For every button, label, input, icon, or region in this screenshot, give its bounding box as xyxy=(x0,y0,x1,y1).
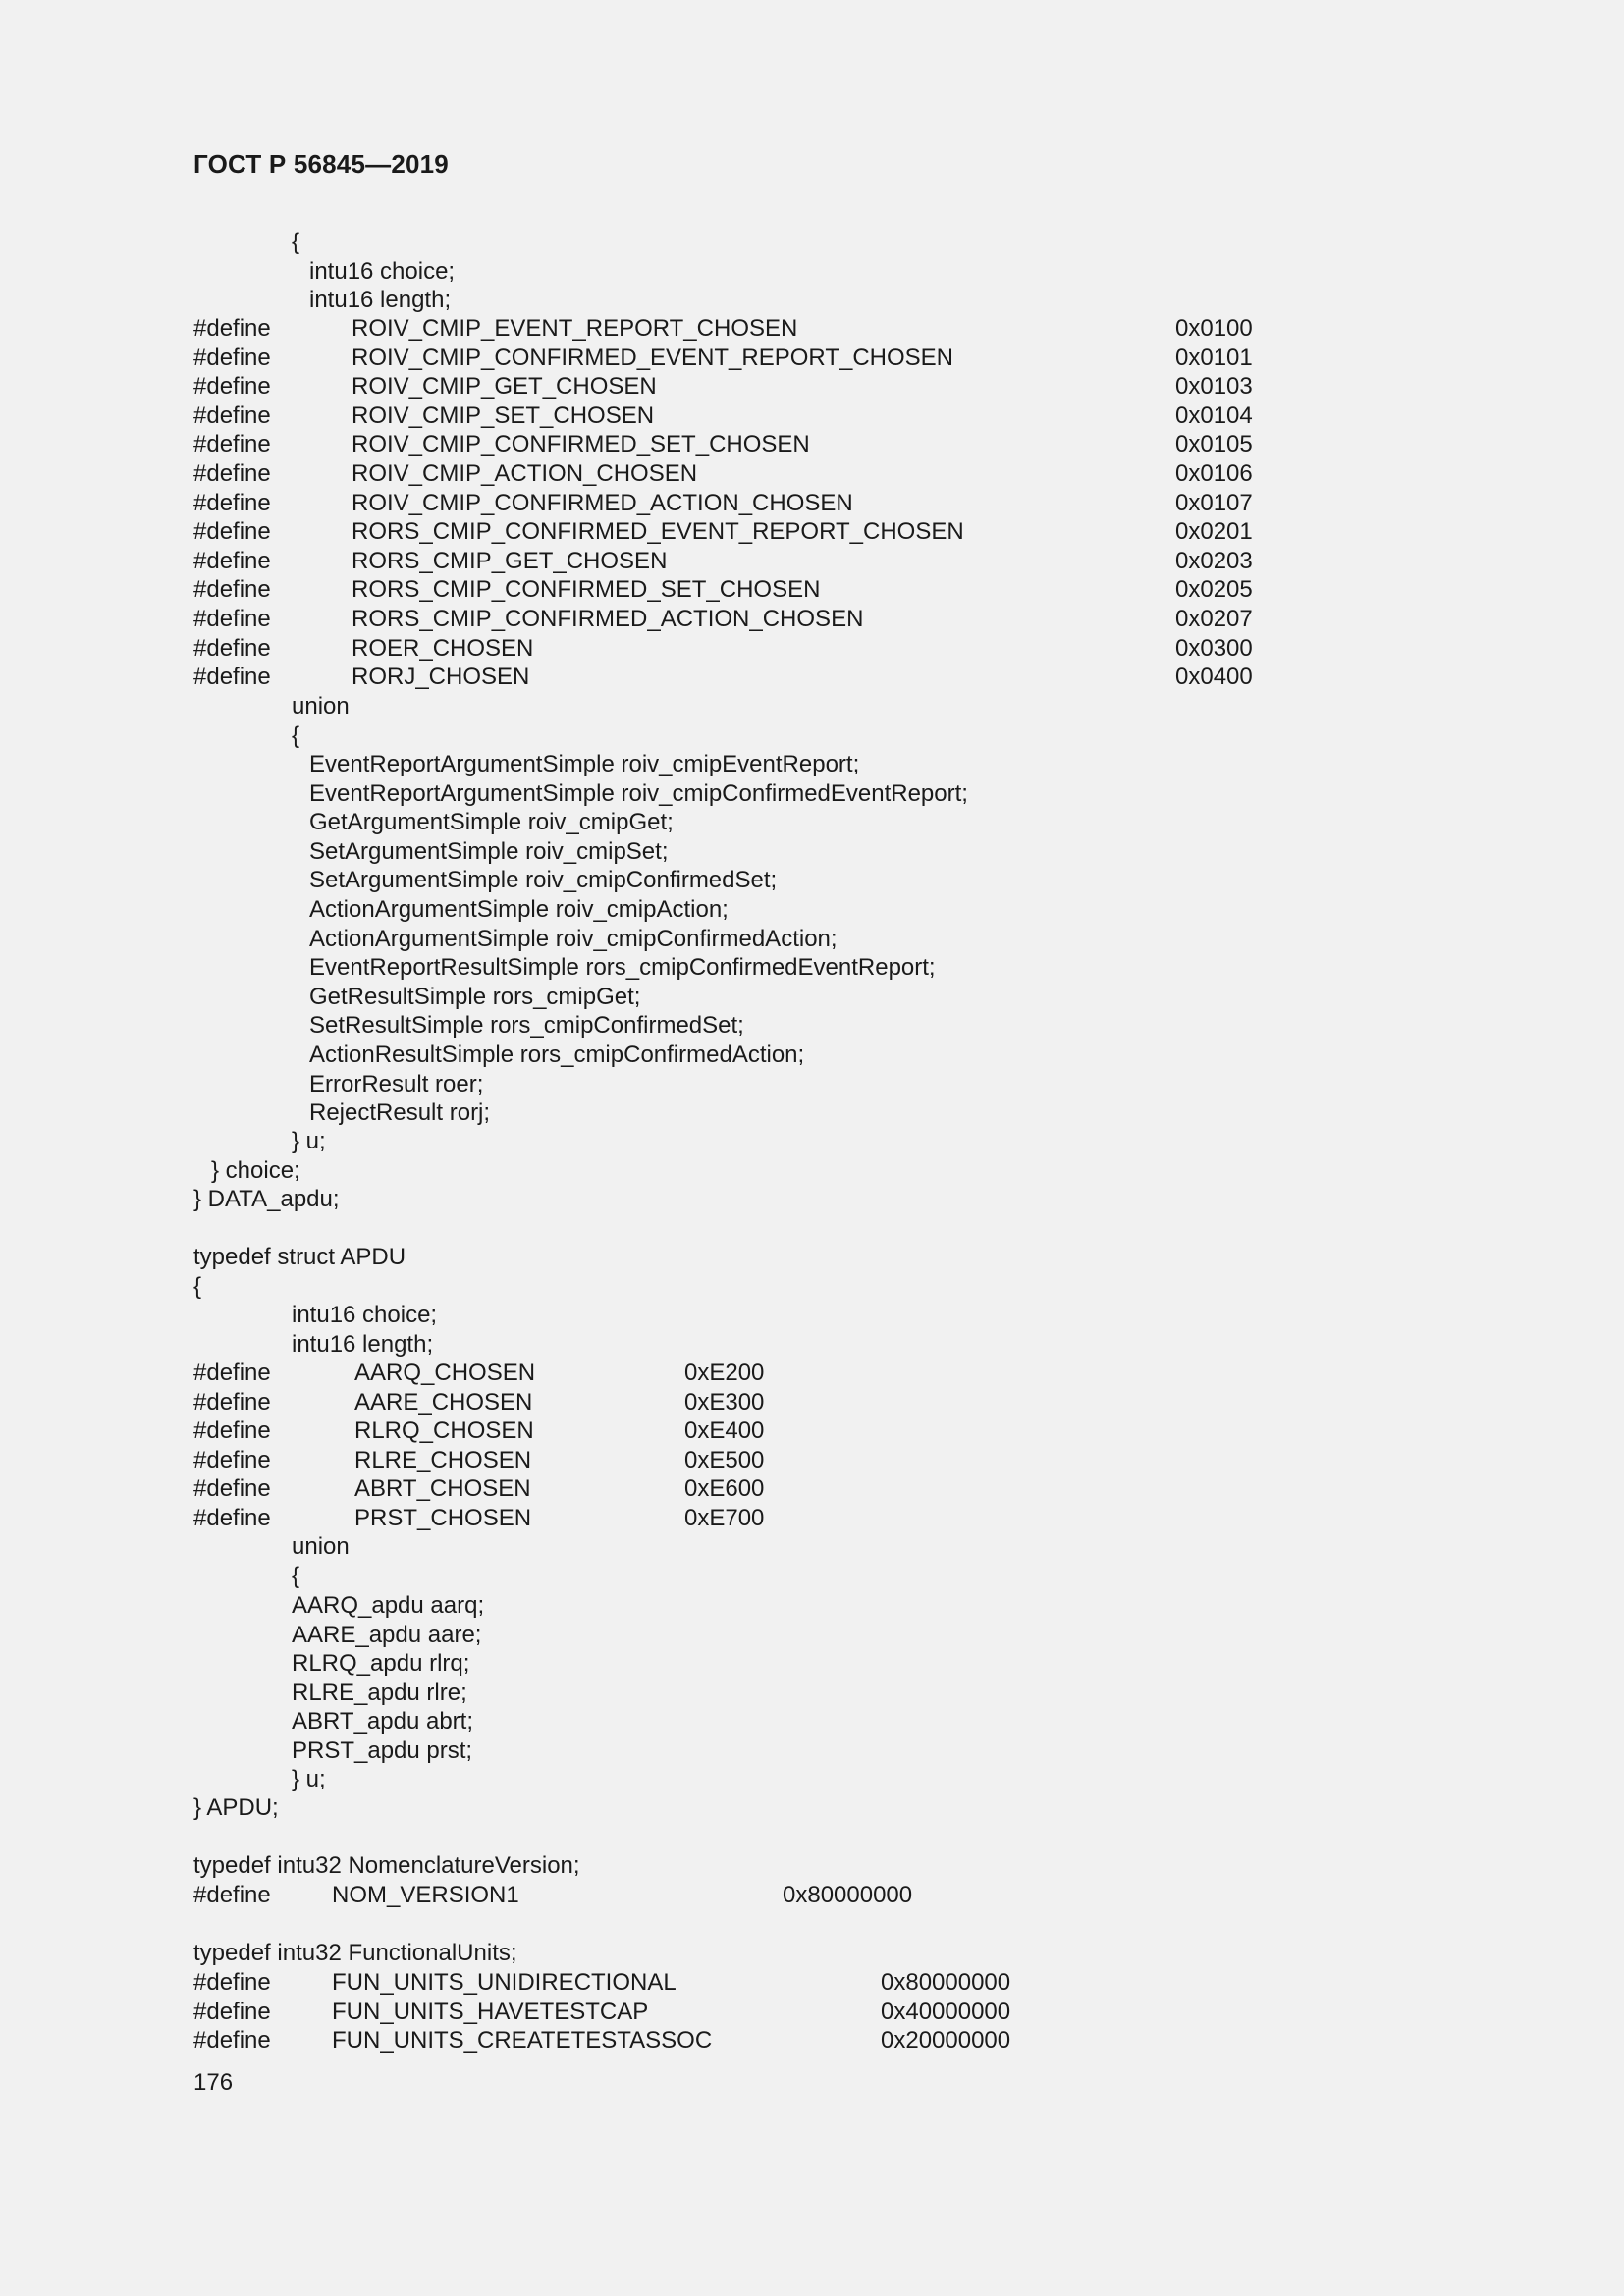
union-member: RLRE_apdu rlre; xyxy=(292,1679,467,1706)
define-name: AARQ_CHOSEN xyxy=(354,1360,536,1386)
code-line: { xyxy=(292,722,300,749)
define-keyword: #define xyxy=(193,344,271,371)
define-row xyxy=(193,344,1372,373)
define-name: FUN_UNITS_HAVETESTCAP xyxy=(332,1998,649,2025)
define-row xyxy=(193,459,1372,489)
union-member: PRST_apdu prst; xyxy=(292,1737,473,1764)
define-keyword: #define xyxy=(193,1446,271,1473)
union-member: ABRT_apdu abrt; xyxy=(292,1708,474,1735)
union-member: AARQ_apdu aarq; xyxy=(292,1592,485,1619)
define-keyword: #define xyxy=(193,1882,271,1908)
define-keyword: #define xyxy=(193,1475,271,1503)
union-member: RejectResult rorj; xyxy=(309,1099,491,1127)
define-name: ROIV_CMIP_CONFIRMED_ACTION_CHOSEN xyxy=(352,489,853,516)
define-name: RORS_CMIP_CONFIRMED_ACTION_CHOSEN xyxy=(352,606,864,632)
code-line: intu16 length; xyxy=(292,1331,434,1358)
union-member: SetArgumentSimple roiv_cmipConfirmedSet; xyxy=(309,867,778,894)
define-value: 0x0107 xyxy=(1175,489,1253,516)
code-line: { xyxy=(193,1273,202,1300)
define-row xyxy=(193,1388,1372,1417)
define-value: 0x0105 xyxy=(1175,431,1253,458)
define-value: 0xE200 xyxy=(684,1360,765,1386)
define-row xyxy=(193,1968,1372,1998)
define-name: RORS_CMIP_CONFIRMED_SET_CHOSEN xyxy=(352,576,821,604)
union-member: EventReportArgumentSimple roiv_cmipConfirmedEventReport; xyxy=(309,779,968,807)
union-member: SetArgumentSimple roiv_cmipSet; xyxy=(309,837,669,865)
define-keyword: #define xyxy=(193,401,271,429)
define-name: ROIV_CMIP_CONFIRMED_SET_CHOSEN xyxy=(352,431,810,458)
define-value: 0x0106 xyxy=(1175,460,1253,487)
code-line: intu16 length; xyxy=(309,287,452,313)
define-keyword: #define xyxy=(193,606,271,632)
define-row xyxy=(193,1881,1077,1910)
code-line: } choice; xyxy=(211,1157,300,1184)
define-row xyxy=(193,1998,1372,2027)
define-keyword: #define xyxy=(193,1417,271,1445)
page-header-title: ГОСТ Р 56845—2019 xyxy=(193,149,449,179)
code-line: intu16 choice; xyxy=(292,1302,438,1328)
code-line: typedef struct APDU xyxy=(193,1244,406,1270)
define-value: 0x0101 xyxy=(1175,344,1253,371)
code-line: } u; xyxy=(292,1128,326,1154)
code-line: { xyxy=(292,229,300,255)
define-keyword: #define xyxy=(193,431,271,458)
define-keyword: #define xyxy=(193,634,271,662)
define-keyword: #define xyxy=(193,489,271,516)
define-value: 0x0103 xyxy=(1175,373,1253,400)
code-line: } u; xyxy=(292,1766,326,1792)
union-member: EventReportResultSimple rors_cmipConfirmedEventReport; xyxy=(309,954,936,982)
define-name: ROIV_CMIP_GET_CHOSEN xyxy=(352,373,657,400)
define-keyword: #define xyxy=(193,373,271,400)
define-keyword: #define xyxy=(193,1969,271,1996)
define-row xyxy=(193,547,1372,576)
union-member: AARE_apdu aare; xyxy=(292,1621,482,1648)
define-row xyxy=(193,2026,1372,2056)
define-value: 0x20000000 xyxy=(881,2027,1011,2055)
define-row xyxy=(193,314,1372,344)
define-row xyxy=(193,605,1372,634)
define-keyword: #define xyxy=(193,518,271,546)
code-line: union xyxy=(292,693,350,720)
define-name: ROIV_CMIP_SET_CHOSEN xyxy=(352,401,655,429)
define-row xyxy=(193,1504,1372,1533)
define-row xyxy=(193,401,1372,431)
union-member: ActionResultSimple rors_cmipConfirmedAction; xyxy=(309,1041,805,1068)
union-member: EventReportArgumentSimple roiv_cmipEventReport; xyxy=(309,751,860,777)
define-keyword: #define xyxy=(193,315,271,342)
define-value: 0x0207 xyxy=(1175,606,1253,632)
union-member: SetResultSimple rors_cmipConfirmedSet; xyxy=(309,1012,744,1040)
define-name: RORS_CMIP_GET_CHOSEN xyxy=(352,547,668,574)
union-member: ActionArgumentSimple roiv_cmipAction; xyxy=(309,896,729,923)
define-name: RLRE_CHOSEN xyxy=(354,1446,532,1473)
code-line: union xyxy=(292,1533,350,1560)
define-keyword: #define xyxy=(193,2027,271,2055)
define-value: 0x0300 xyxy=(1175,634,1253,662)
define-keyword: #define xyxy=(193,547,271,574)
define-value: 0x0400 xyxy=(1175,664,1253,691)
define-name: ROER_CHOSEN xyxy=(352,634,534,662)
define-row xyxy=(193,517,1372,547)
page-number: 176 xyxy=(193,2069,234,2096)
union-member: ErrorResult roer; xyxy=(309,1070,484,1097)
define-value: 0x0201 xyxy=(1175,518,1253,546)
define-keyword: #define xyxy=(193,1388,271,1415)
code-line: typedef intu32 FunctionalUnits; xyxy=(193,1940,517,1966)
define-name: ROIV_CMIP_CONFIRMED_EVENT_REPORT_CHOSEN xyxy=(352,344,954,371)
define-row xyxy=(193,663,1372,692)
code-line: typedef intu32 NomenclatureVersion; xyxy=(193,1852,580,1879)
define-name: NOM_VERSION1 xyxy=(332,1882,519,1908)
define-row xyxy=(193,575,1372,605)
define-value: 0x80000000 xyxy=(783,1882,913,1908)
define-value: 0x0203 xyxy=(1175,547,1253,574)
define-value: 0x0104 xyxy=(1175,401,1253,429)
code-line: intu16 choice; xyxy=(309,258,456,285)
code-line: { xyxy=(292,1563,300,1589)
define-name: ABRT_CHOSEN xyxy=(354,1475,531,1503)
code-line: } APDU; xyxy=(193,1794,279,1821)
define-value: 0xE300 xyxy=(684,1388,765,1415)
define-row xyxy=(193,1446,1372,1475)
define-row xyxy=(193,634,1372,664)
define-row xyxy=(193,1416,1372,1446)
code-line: } DATA_apdu; xyxy=(193,1186,340,1212)
define-value: 0x0205 xyxy=(1175,576,1253,604)
define-keyword: #define xyxy=(193,576,271,604)
define-value: 0xE600 xyxy=(684,1475,765,1503)
define-row xyxy=(193,1474,1372,1504)
define-name: PRST_CHOSEN xyxy=(354,1505,532,1531)
define-value: 0x40000000 xyxy=(881,1998,1011,2025)
define-row xyxy=(193,1359,1372,1388)
define-row xyxy=(193,430,1372,459)
define-name: AARE_CHOSEN xyxy=(354,1388,533,1415)
define-value: 0xE500 xyxy=(684,1446,765,1473)
union-member: RLRQ_apdu rlrq; xyxy=(292,1650,470,1678)
define-value: 0xE400 xyxy=(684,1417,765,1445)
define-row xyxy=(193,372,1372,401)
define-value: 0x80000000 xyxy=(881,1969,1011,1996)
define-keyword: #define xyxy=(193,1505,271,1531)
define-keyword: #define xyxy=(193,460,271,487)
define-row xyxy=(193,489,1372,518)
define-value: 0xE700 xyxy=(684,1505,765,1531)
define-name: ROIV_CMIP_EVENT_REPORT_CHOSEN xyxy=(352,315,798,342)
define-keyword: #define xyxy=(193,1360,271,1386)
union-member: ActionArgumentSimple roiv_cmipConfirmedAction; xyxy=(309,925,838,952)
define-name: RORJ_CHOSEN xyxy=(352,664,530,691)
define-keyword: #define xyxy=(193,1998,271,2025)
define-name: RORS_CMIP_CONFIRMED_EVENT_REPORT_CHOSEN xyxy=(352,518,964,546)
define-value: 0x0100 xyxy=(1175,315,1253,342)
define-name: RLRQ_CHOSEN xyxy=(354,1417,534,1445)
union-member: GetArgumentSimple roiv_cmipGet; xyxy=(309,809,674,836)
union-member: GetResultSimple rors_cmipGet; xyxy=(309,983,641,1010)
define-name: FUN_UNITS_CREATETESTASSOC xyxy=(332,2027,713,2055)
define-name: ROIV_CMIP_ACTION_CHOSEN xyxy=(352,460,698,487)
define-name: FUN_UNITS_UNIDIRECTIONAL xyxy=(332,1969,677,1996)
define-keyword: #define xyxy=(193,664,271,691)
